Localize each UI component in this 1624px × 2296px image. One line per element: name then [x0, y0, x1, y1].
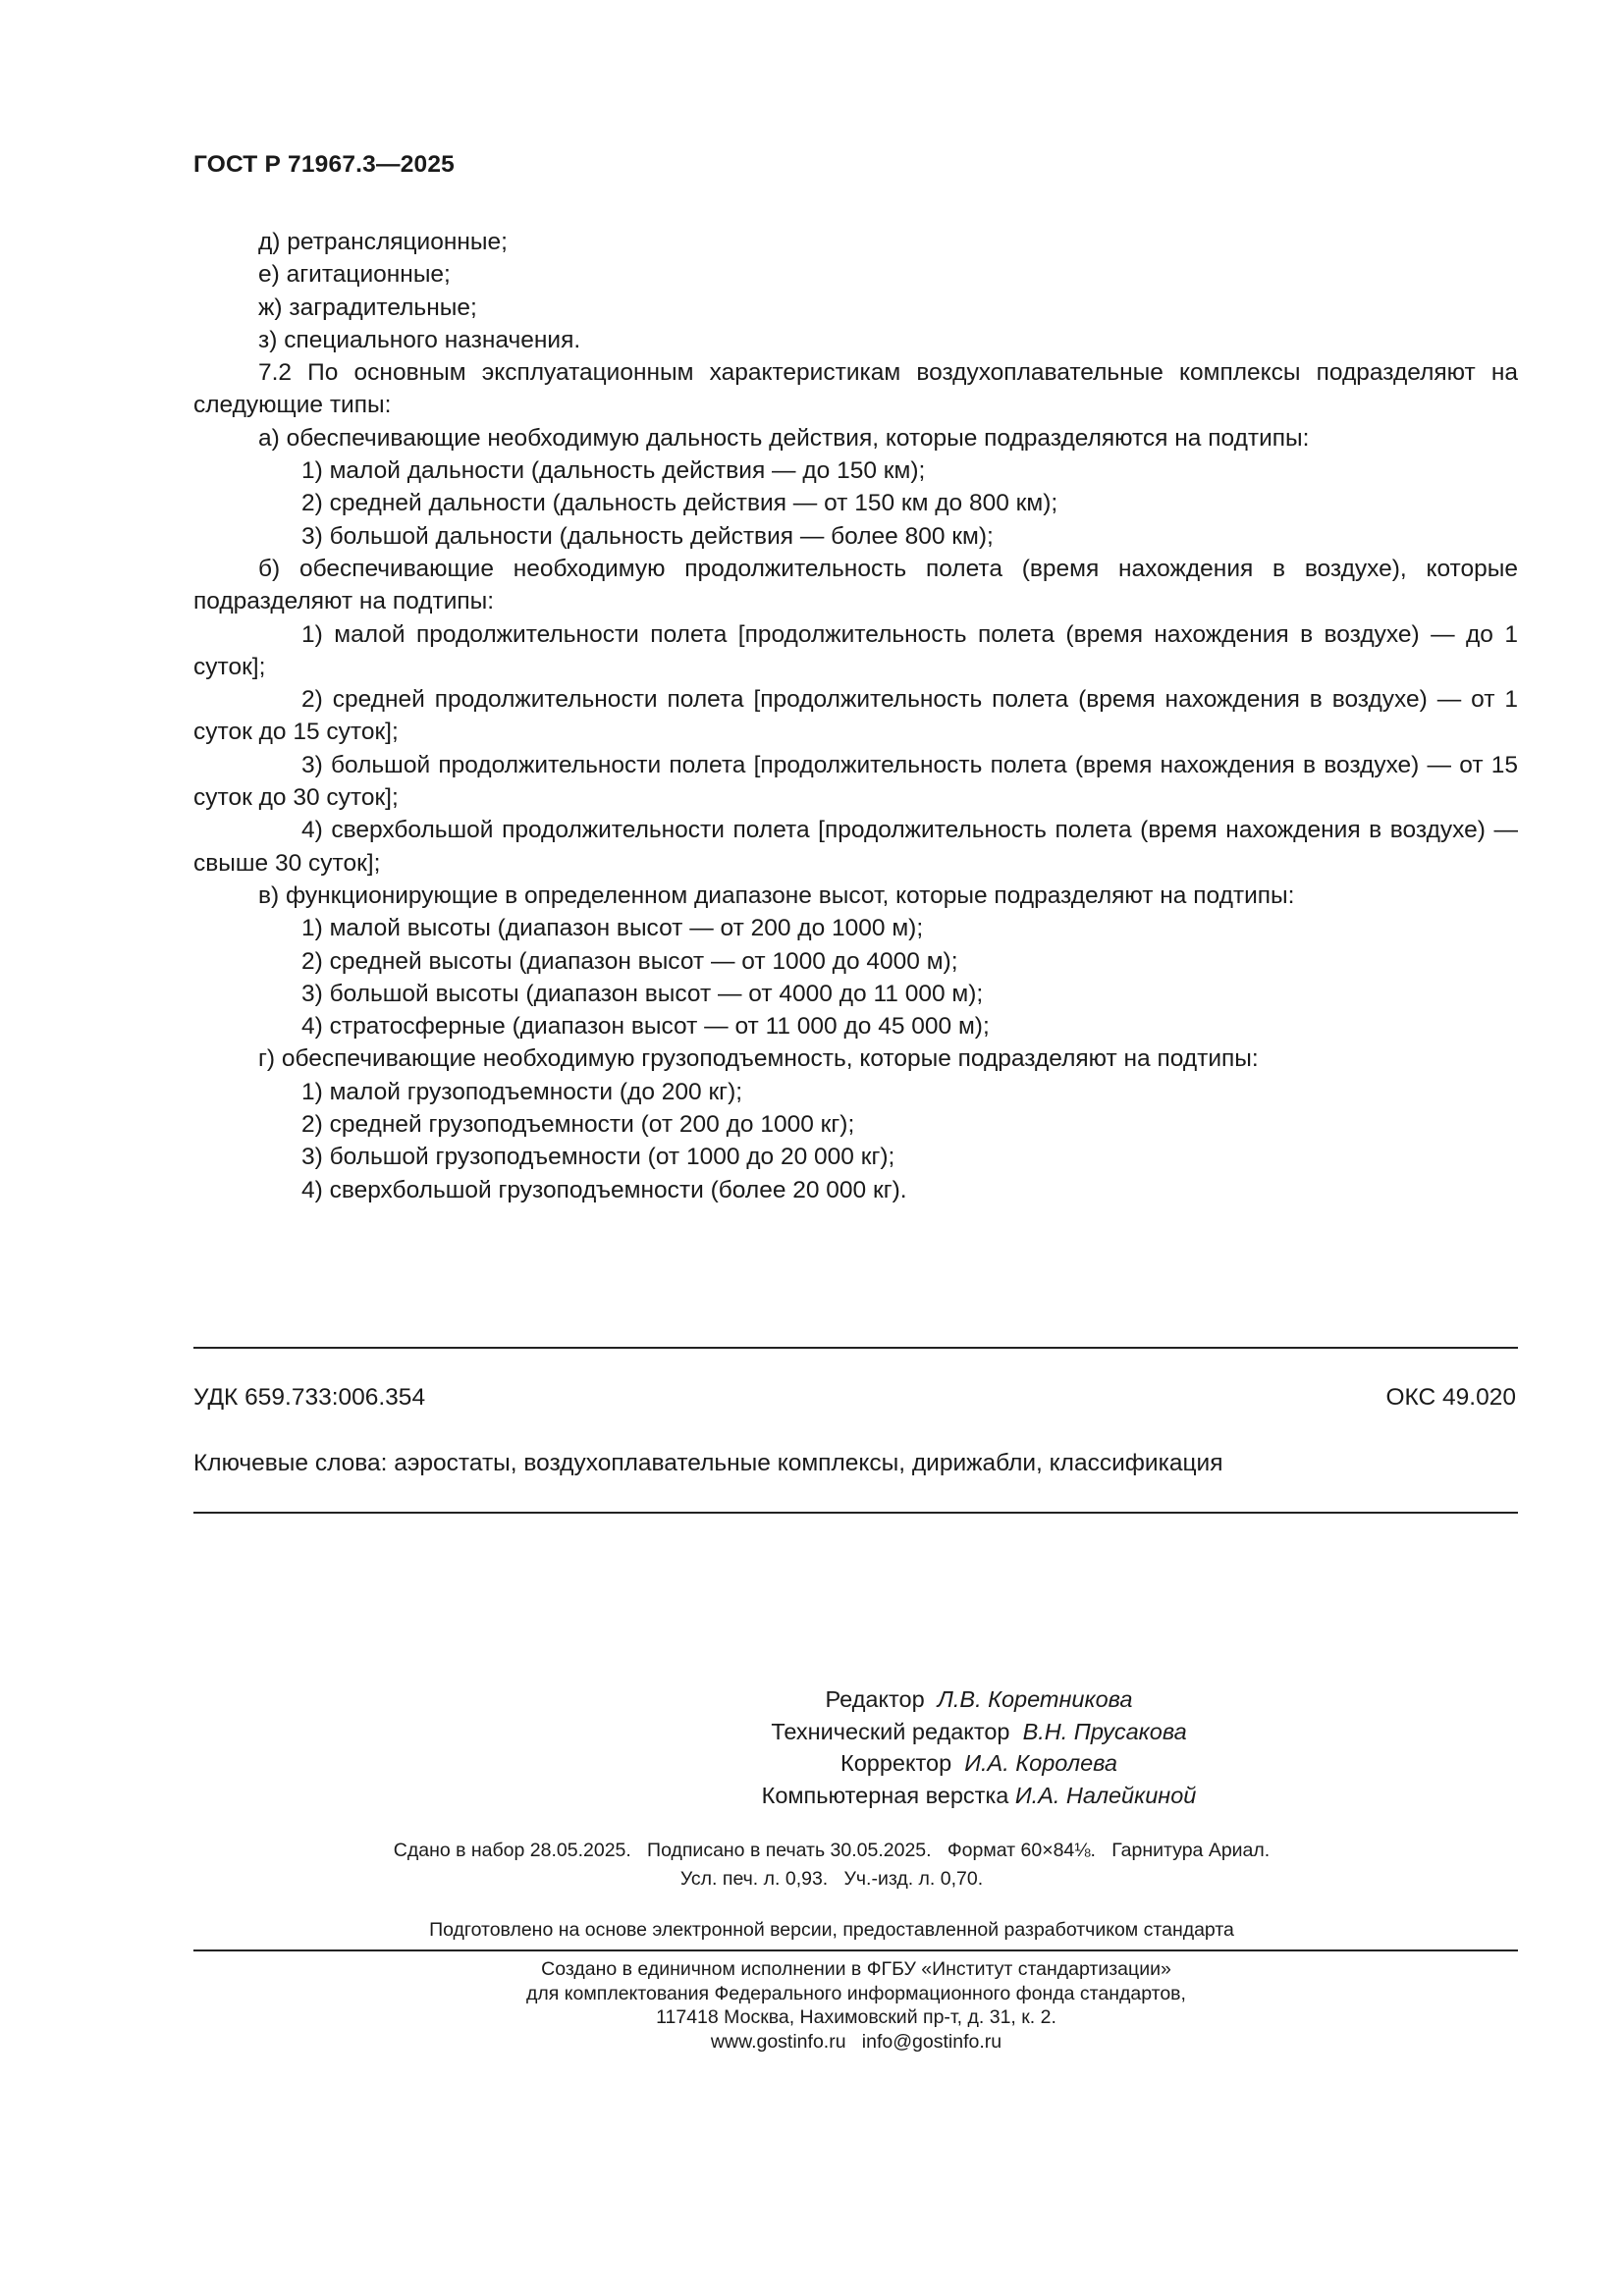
publisher-line: 117418 Москва, Нахимовский пр-т, д. 31, к. 2.	[656, 2006, 1056, 2028]
list-item: 2) средней грузоподъемности (от 200 до 1000 кг);	[301, 1111, 855, 1139]
list-item: 3) большой продолжительности полета [продолжительность полета (время нахождения в воздухе) — от 15 суток до 30 суток];	[193, 751, 1518, 812]
oks-code: ОКС 49.020	[1385, 1384, 1516, 1411]
list-item: 2) средней дальности (дальность действия — от 150 км до 800 км);	[301, 490, 1058, 517]
clause-7-2-paragraph: 7.2 По основным эксплуатационным характеристикам воздухоплавательные комплексы подразделяют на следующие типы:	[193, 359, 1518, 419]
list-item: 3) большой грузоподъемности (от 1000 до 20 000 кг);	[301, 1144, 895, 1171]
tech-editor-label: Технический редактор	[771, 1718, 1010, 1744]
list-item: б) обеспечивающие необходимую продолжительность полета (время нахождения в воздухе), которые подразделяют на подтипы:	[193, 555, 1518, 615]
list-item: 3) большой дальности (дальность действия — более 800 км);	[301, 522, 994, 550]
publisher-line: Создано в единичном исполнении в ФГБУ «Институт стандартизации»	[541, 1958, 1171, 1980]
publisher-links: www.gostinfo.ru info@gostinfo.ru	[710, 2030, 1002, 2053]
list-item: 1) малой продолжительности полета [продолжительность полета (время нахождения в воздухе) — до 1 суток];	[193, 620, 1518, 680]
list-item: 1) малой высоты (диапазон высот — от 200 до 1000 м);	[301, 915, 924, 942]
divider	[193, 1347, 1518, 1349]
document-number-header: ГОСТ Р 71967.3—2025	[193, 151, 455, 178]
imprint-line: Сдано в набор 28.05.2025. Подписано в печать 30.05.2025. Формат 60×84⅛. Гарнитура Ариал.	[393, 1840, 1271, 1861]
divider	[193, 1949, 1518, 1951]
editor-name: Л.В. Коретникова	[937, 1686, 1133, 1712]
list-item: 3) большой высоты (диапазон высот — от 4000 до 11 000 м);	[301, 980, 984, 1007]
udk-code: УДК 659.733:006.354	[193, 1384, 426, 1411]
list-item: в) функционирующие в определенном диапазоне высот, которые подразделяют на подтипы:	[258, 881, 1295, 909]
prepared-note: Подготовлено на основе электронной версии, предоставленной разработчиком стандарта	[429, 1919, 1234, 1941]
editor-label: Редактор	[825, 1686, 925, 1712]
publisher-line: для комплектования Федерального информационного фонда стандартов,	[526, 1982, 1186, 2004]
list-item: з) специального назначения.	[258, 326, 581, 353]
layout-line	[586, 1780, 1372, 1812]
editorial-credits	[586, 1683, 1372, 1811]
classification-row	[193, 1384, 1518, 1412]
list-item: а) обеспечивающие необходимую дальность действия, которые подразделяются на подтипы:	[258, 424, 1310, 452]
list-item: 2) средней продолжительности полета [продолжительность полета (время нахождения в воздухе) — от 1 суток до 15 суток];	[193, 686, 1518, 746]
list-item: 2) средней высоты (диапазон высот — от 1000 до 4000 м);	[301, 947, 958, 975]
layout-name: И.А. Налейкиной	[1014, 1782, 1197, 1808]
print-imprint	[292, 1837, 1372, 1894]
list-item: 4) сверхбольшой грузоподъемности (более 20 000 кг).	[301, 1176, 907, 1203]
list-item: г) обеспечивающие необходимую грузоподъемность, которые подразделяют на подтипы:	[258, 1045, 1259, 1073]
editor-line	[586, 1683, 1372, 1716]
layout-label: Компьютерная верстка	[761, 1782, 1009, 1808]
corrector-line	[586, 1747, 1372, 1780]
tech-editor-name: В.Н. Прусакова	[1022, 1718, 1187, 1744]
list-item: 4) стратосферные (диапазон высот — от 11 000 до 45 000 м);	[301, 1013, 990, 1041]
corrector-label: Корректор	[840, 1750, 952, 1776]
divider	[193, 1512, 1518, 1514]
corrector-name: И.А. Королева	[964, 1750, 1117, 1776]
imprint-line: Усл. печ. л. 0,93. Уч.-изд. л. 0,70.	[679, 1868, 984, 1890]
list-item: 4) сверхбольшой продолжительности полета [продолжительность полета (время нахождения в воздухе) — свыше 30 суток];	[193, 817, 1518, 877]
document-body	[193, 226, 1518, 1206]
list-item: ж) заградительные;	[258, 294, 477, 321]
list-item: 1) малой грузоподъемности (до 200 кг);	[301, 1078, 743, 1105]
list-item: е) агитационные;	[258, 261, 451, 289]
list-item: д) ретрансляционные;	[258, 229, 508, 255]
publisher-info	[390, 1957, 1323, 2054]
keywords: Ключевые слова: аэростаты, воздухоплавательные комплексы, дирижабли, классификация	[193, 1450, 1223, 1476]
tech-editor-line	[586, 1716, 1372, 1748]
list-item: 1) малой дальности (дальность действия — до 150 км);	[301, 457, 926, 485]
